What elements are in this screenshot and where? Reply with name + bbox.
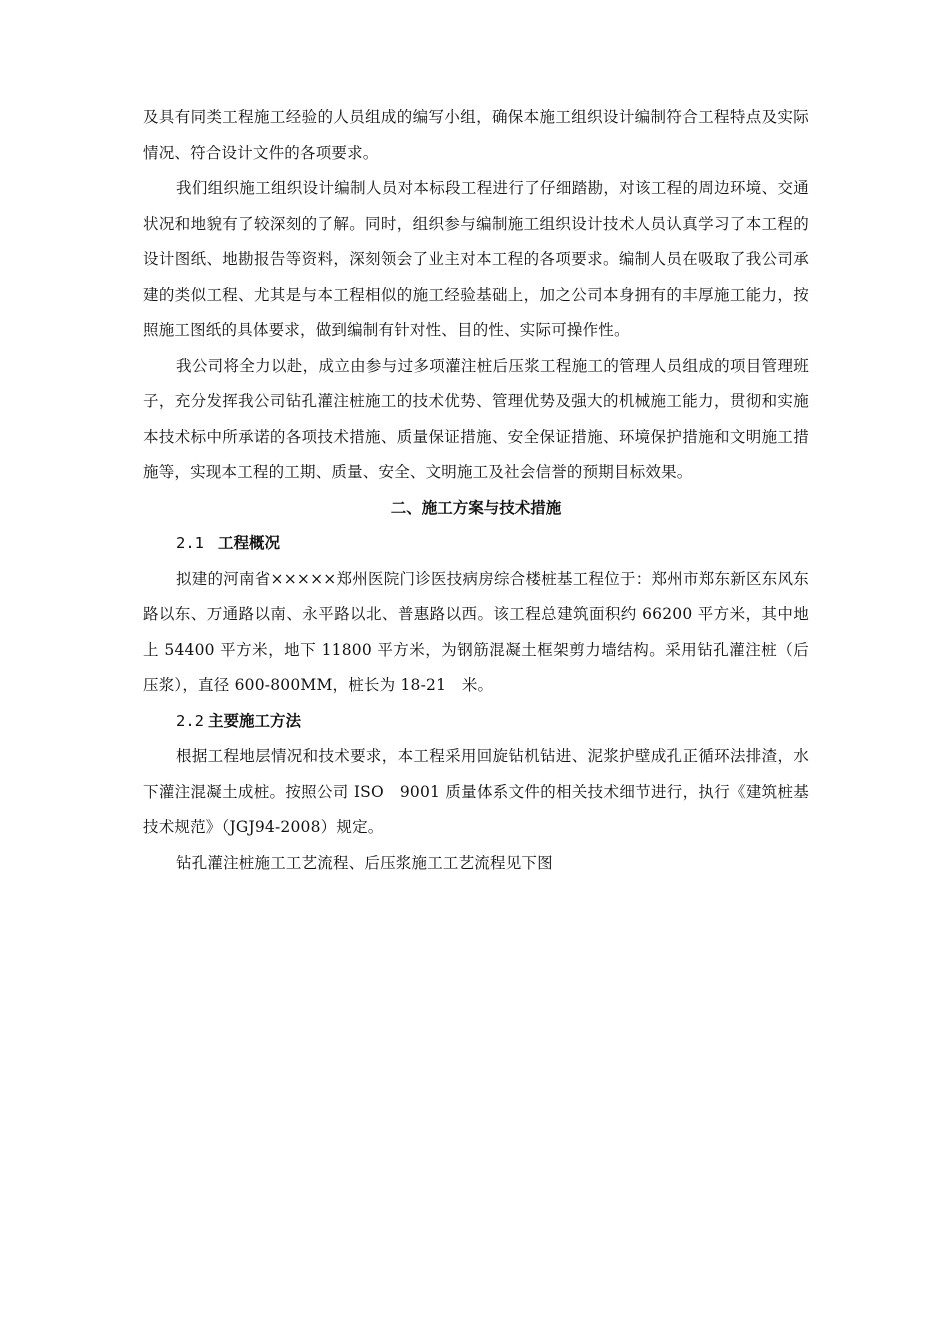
paragraph-main-methods: 根据工程地层情况和技术要求，本工程采用回旋钻机钻进、泥浆护壁成孔正循环法排渣，水下灌注混凝土成桩。按照公司 ISO 9001 质量体系文件的相关技术细节进行，执行《建筑桩基技术规范》（JGJ94-2008）规定。 — [143, 747, 809, 836]
paragraph-site-survey: 我们组织施工组织设计编制人员对本标段工程进行了仔细踏勘，对该工程的周边环境、交通状况和地貌有了较深刻的了解。同时，组织参与编制施工组织设计技术人员认真学习了本工程的设计图纸、地勘报告等资料，深刻领会了业主对本工程的各项要求。编制人员在吸取了我公司承建的类似工程、尤其是与本工程相似的施工经验基础上，加之公司本身拥有的丰厚施工能力，按照施工图纸的具体要求，做到编制有针对性、目的性、实际可操作性。 — [143, 179, 809, 339]
subsection-title: 工程概况 — [218, 534, 281, 552]
paragraph-project-overview: 拟建的河南省×××××郑州医院门诊医技病房综合楼桩基工程位于：郑州市郑东新区东风东路以东、万通路以南、永平路以北、普惠路以西。该工程总建筑面积约 66200 平方米，其中地上 54400 平方米，地下 11800 平方米，为钢筋混凝土框架剪力墙结构。采用钻孔灌注桩（后压浆），直径 600-800MM，桩长为 18-21 米。 — [143, 569, 809, 694]
subsection-number: 2.1 — [176, 534, 204, 552]
section-title-construction-plan: 二、施工方案与技术措施 — [390, 498, 562, 517]
subsection-title: 主要施工方法 — [208, 711, 302, 730]
subsection-number: 2.2 — [176, 711, 204, 730]
subsection-heading-main-methods — [143, 704, 809, 740]
paragraph-writing-team: 及具有同类工程施工经验的人员组成的编写小组，确保本施工组织设计编制符合工程特点及实际情况、符合设计文件的各项要求。 — [143, 108, 809, 162]
paragraph-company-commitment: 我公司将全力以赴，成立由参与过多项灌注桩后压浆工程施工的管理人员组成的项目管理班子，充分发挥我公司钻孔灌注桩施工的技术优势、管理优势及强大的机械施工能力，贯彻和实施本技术标中所承诺的各项技术措施、质量保证措施、安全保证措施、环境保护措施和文明施工措施等，实现本工程的工期、质量、安全、文明施工及社会信誉的预期目标效果。 — [143, 356, 809, 481]
paragraph-process-flow-note: 钻孔灌注桩施工工艺流程、后压浆施工工艺流程见下图 — [176, 853, 553, 872]
page-content — [143, 100, 809, 881]
subsection-heading-project-overview — [143, 526, 809, 562]
